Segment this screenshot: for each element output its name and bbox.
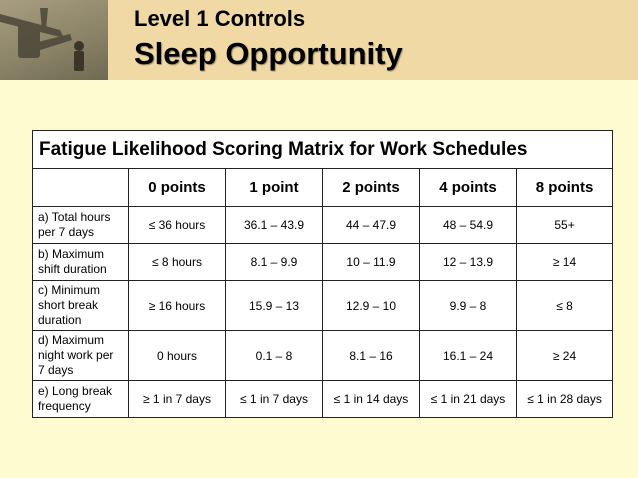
table-cell: 8.1 – 16	[323, 331, 420, 381]
row-label: c) Minimum short break duration	[33, 281, 129, 331]
table-cell: 12 – 13.9	[420, 244, 517, 281]
table-cell: ≤ 36 hours	[129, 207, 226, 244]
column-header: 1 point	[226, 169, 323, 207]
table-row	[33, 331, 613, 381]
table-caption: Fatigue Likelihood Scoring Matrix for Work Schedules	[33, 131, 613, 169]
column-header: 4 points	[420, 169, 517, 207]
table-cell: ≤ 1 in 28 days	[517, 381, 613, 418]
table-cell: 0 hours	[129, 331, 226, 381]
slide-subtitle: Level 1 Controls	[134, 6, 306, 31]
table-cell: 16.1 – 24	[420, 331, 517, 381]
table-cell: 9.9 – 8	[420, 281, 517, 331]
table-cell: 15.9 – 13	[226, 281, 323, 331]
table-row	[33, 244, 613, 281]
table-row	[33, 281, 613, 331]
table-cell: 48 – 54.9	[420, 207, 517, 244]
slide-title: Sleep Opportunity	[134, 36, 403, 71]
row-label: e) Long break frequency	[33, 381, 129, 418]
table-cell: 0.1 – 8	[226, 331, 323, 381]
table-cell: 12.9 – 10	[323, 281, 420, 331]
column-header: 2 points	[323, 169, 420, 207]
row-label: a) Total hours per 7 days	[33, 207, 129, 244]
row-label: d) Maximum night work per 7 days	[33, 331, 129, 381]
table-row	[33, 381, 613, 418]
fatigue-scoring-matrix	[32, 130, 613, 418]
table-cell: ≤ 1 in 7 days	[226, 381, 323, 418]
table-cell: ≥ 24	[517, 331, 613, 381]
table-cell: ≤ 1 in 21 days	[420, 381, 517, 418]
table-row	[33, 207, 613, 244]
aircraft-silhouette-icon	[0, 0, 108, 80]
table-header-row	[33, 169, 613, 207]
table-cell: ≥ 14	[517, 244, 613, 281]
row-label: b) Maximum shift duration	[33, 244, 129, 281]
table-cell: 44 – 47.9	[323, 207, 420, 244]
table-cell: ≥ 16 hours	[129, 281, 226, 331]
table-cell: ≤ 1 in 14 days	[323, 381, 420, 418]
table-cell: ≤ 8	[517, 281, 613, 331]
column-header	[33, 169, 129, 207]
header-photo	[0, 0, 108, 80]
table-cell: 10 – 11.9	[323, 244, 420, 281]
column-header: 8 points	[517, 169, 613, 207]
column-header: 0 points	[129, 169, 226, 207]
table-cell: ≥ 1 in 7 days	[129, 381, 226, 418]
table-cell: 55+	[517, 207, 613, 244]
table-cell: 36.1 – 43.9	[226, 207, 323, 244]
table-cell: 8.1 – 9.9	[226, 244, 323, 281]
table-cell: ≤ 8 hours	[129, 244, 226, 281]
